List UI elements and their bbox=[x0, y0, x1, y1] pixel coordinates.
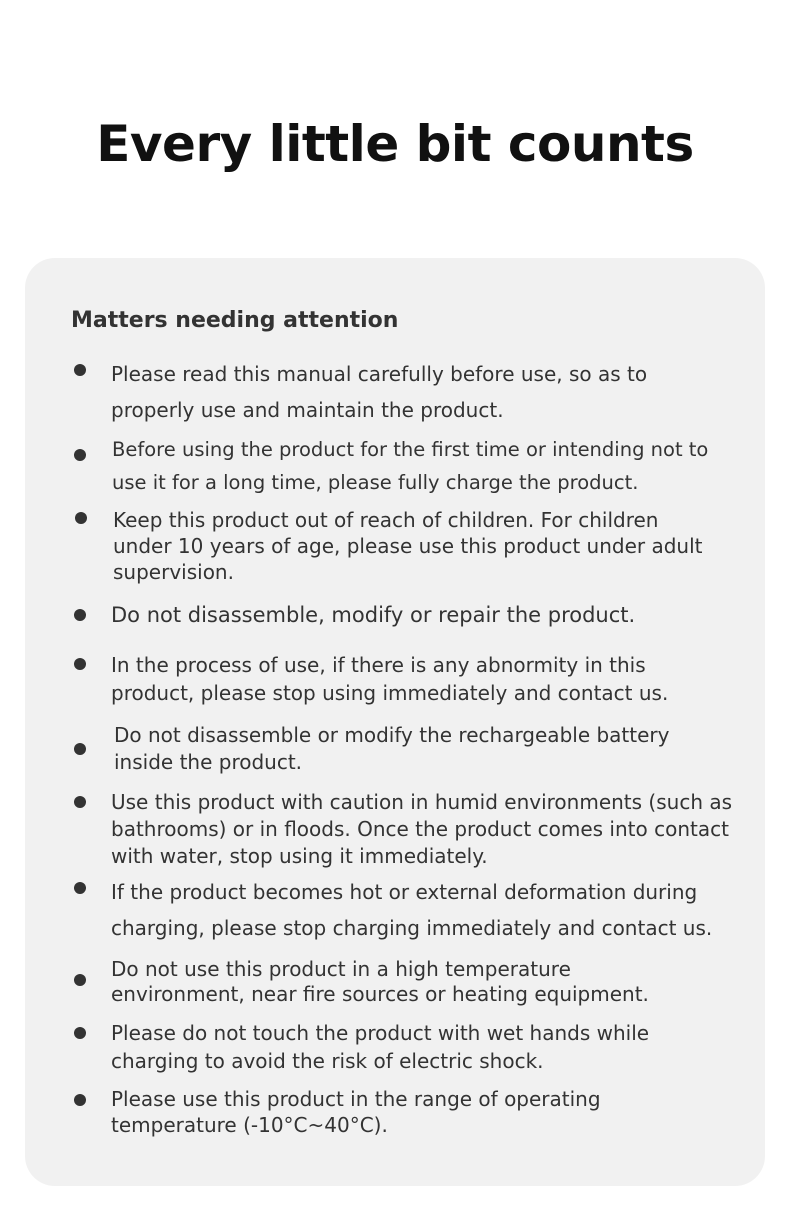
bullet-icon bbox=[74, 882, 86, 894]
bullet-icon bbox=[74, 974, 86, 986]
list-item-text: Please use this product in the range of operating temperature (-10°C~40°C). bbox=[111, 1087, 601, 1137]
list-item-text: Do not use this product in a high temperature environment, near fire sources or heating equipment. bbox=[111, 957, 649, 1006]
bullet-icon bbox=[75, 512, 87, 524]
list-item-text: Before using the product for the first time or intending not to use it for a long time, please fully charge the product. bbox=[112, 438, 709, 494]
page-title: Every little bit counts bbox=[96, 115, 694, 173]
list-item-text: Do not disassemble or modify the rechargeable battery inside the product. bbox=[114, 723, 670, 774]
bullet-icon bbox=[74, 1094, 86, 1106]
bullet-icon bbox=[74, 743, 86, 755]
section-heading: Matters needing attention bbox=[71, 308, 399, 333]
list-item-text: Please do not touch the product with wet hands while charging to avoid the risk of electric shock. bbox=[111, 1021, 650, 1073]
bullet-icon bbox=[74, 796, 86, 808]
bullet-icon bbox=[74, 364, 86, 376]
bullet-icon bbox=[74, 609, 86, 621]
bullet-icon bbox=[74, 658, 86, 670]
list-item-text: Please read this manual carefully before use, so as to properly use and maintain the product. bbox=[111, 362, 648, 422]
list-item-text: If the product becomes hot or external deformation during charging, please stop charging immediately and contact us. bbox=[111, 880, 713, 940]
list-item-text: Do not disassemble, modify or repair the product. bbox=[111, 603, 636, 627]
list-item-text: In the process of use, if there is any abnormity in this product, please stop using immediately and contact us. bbox=[111, 653, 669, 705]
bullet-icon bbox=[74, 1027, 86, 1039]
list-item-text: Keep this product out of reach of children. For children under 10 years of age, please use this product under adult supervision. bbox=[113, 508, 703, 584]
list-item-text: Use this product with caution in humid environments (such as bathrooms) or in floods. Once the product comes into contact with water, stop using it immediately. bbox=[111, 790, 733, 868]
bullet-icon bbox=[74, 449, 86, 461]
